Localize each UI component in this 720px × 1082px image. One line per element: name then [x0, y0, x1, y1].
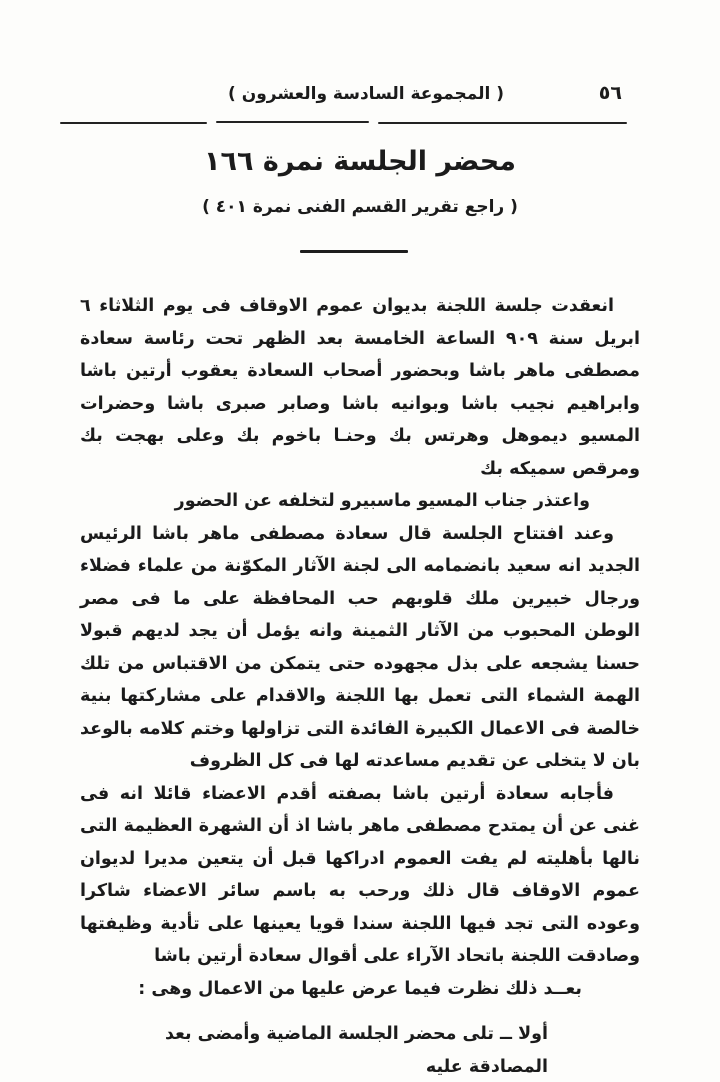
- title-divider-rule: [300, 250, 408, 253]
- paragraph-item-first: أولا ــ تلى محضر الجلسة الماضية وأمضى بعد المصادقة عليه: [164, 1024, 548, 1077]
- paragraph-agenda-intro: بعــد ذلك نظرت فيما عرض عليها من الاعمال وهى :: [138, 978, 582, 999]
- paragraph-session-opening: انعقدت جلسة اللجنة بديوان عموم الاوقاف فى يوم الثلاثاء ٦ ابريل سنة ٩٠٩ الساعة الخامسة بعد الظهر تحت رئاسة سعادة مصطفى ماهر باشا وبحضور أصحاب السعادة يعقوب أرتين باشا وابراهيم نجيب باشا وبوانيه باشا وصابر صبرى باشا وحضرات المسيو ديموهل وهرتس بك وحنـا باخوم بك وعلى بهجت بك ومرقص سميكه بك: [80, 296, 640, 479]
- document-body: [80, 290, 640, 1082]
- paragraph-apology: واعتذر جناب المسيو ماسبيرو لتخلفه عن الحضور: [174, 491, 590, 511]
- paragraph-artin-reply: فأجابه سعادة أرتين باشا بصفته أقدم الاعضاء قائلا انه فى غنى عن أن يمتدح مصطفى ماهر باشا اذ أن الشهرة العظيمة التى نالها بأهليته لم يفت العموم ادراكها قبل أن يتعين مديرا لديوان عموم الاوقاف قال ذلك ورحب به باسم سائر الاعضاء شاكرا وعوده التى تجد فيها اللجنة سندا قويا يعينها على تأدية وظيفتها وصادقت اللجنة باتحاد الآراء على أقوال سعادة أرتين باشا: [80, 783, 640, 966]
- document-subtitle: ( راجع تقرير القسم الفنى نمرة ٤٠١ ): [202, 197, 518, 217]
- series-title: ( المجموعة السادسة والعشرون ): [228, 84, 505, 104]
- paragraph-president-speech: وعند افتتاح الجلسة قال سعادة مصطفى ماهر باشا الرئيس الجديد انه سعيد بانضمامه الى لجنة الآثار المكوّنة من علماء فضلاء ورجال خبيرين ملك قلوبهم حب المحافظة على ما فى مصر الوطن المحبوب من الآثار الثمينة وانه يؤمل أن يجد لديهم قبولا حسنا يشجعه على بذل مجهوده حتى يتمكن من الاقتباس من تلك الهمة الشماء التى تعمل بها اللجنة والاقدام على مشاركتها بنية خالصة فى الاعمال الكبيرة الفائدة التى تزاولها وختم كلامه بالوعد بان لا يتخلى عن تقديم مساعدته لها فى كل الظروف: [80, 523, 640, 771]
- document-title: محضر الجلسة نمرة ١٦٦: [204, 146, 516, 177]
- page-number: ٥٦: [598, 82, 622, 104]
- header-rule-segment: [378, 122, 627, 124]
- header-rule: [60, 121, 627, 124]
- header-rule-segment: [60, 122, 207, 124]
- running-head: [0, 84, 720, 114]
- header-rule-segment: [216, 121, 369, 123]
